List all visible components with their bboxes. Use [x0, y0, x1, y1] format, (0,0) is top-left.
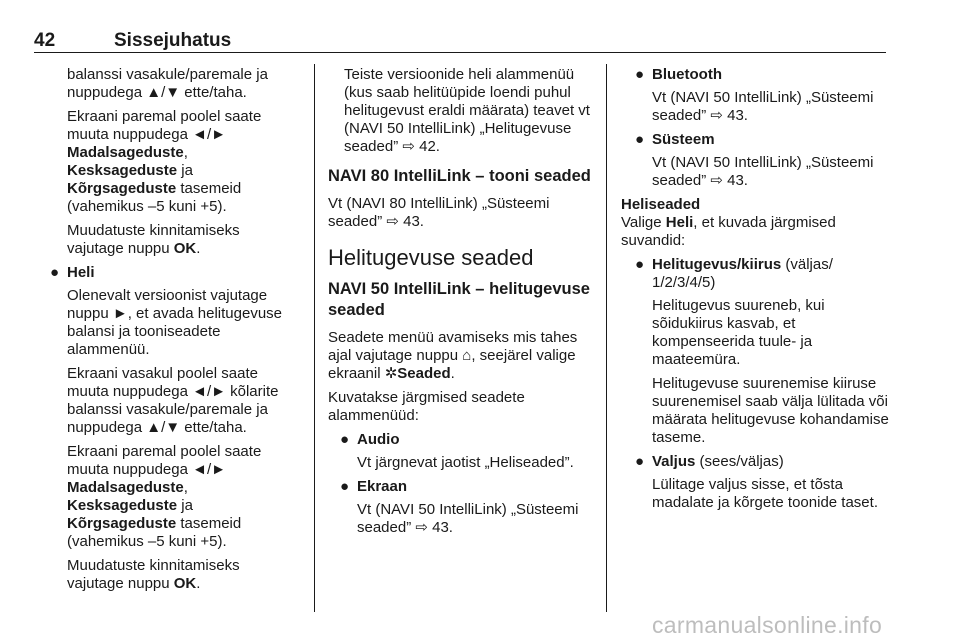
bullet-icon: ● [635, 256, 645, 273]
bullet-icon: ● [340, 431, 350, 448]
home-icon: ⌂ [462, 347, 472, 364]
bullet-icon: ● [635, 453, 645, 470]
column-2 [328, 66, 594, 543]
paragraph: balanssi vasakule/paremale ja nuppudega ▲/▼ ette/taha. [67, 66, 268, 101]
bullet-icon: ● [635, 131, 645, 148]
column-1 [50, 66, 300, 599]
column-3 [621, 66, 889, 518]
section-heading-heliseaded: Heliseaded [621, 196, 701, 213]
list-item-bluetooth: ● Bluetooth Vt (NAVI 50 IntelliLink) „Süsteemi seaded” ⇨ 43. [635, 66, 874, 124]
list-item-helitugevus-kiirus: ● Helitugevus/kiirus (väljas/ 1/2/3/4/5) Helitugevus suureneb, kui sõidukiirus kasvab, et kompenseerida tuule- ja maateemüra. Helitugevuse suurenemise kiiruse suurenemisel saab välja lülitada või määrata helitugevuse kohandamise taseme. [635, 256, 889, 446]
bullet-icon: ● [635, 66, 645, 83]
paragraph: Kuvatakse järgmised seadete alammenüüd: [328, 389, 525, 424]
column-divider-1 [314, 64, 315, 612]
column-divider-2 [606, 64, 607, 612]
paragraph: Muudatuste kinnitamiseks vajutage nuppu OK. [67, 557, 240, 592]
paragraph: Vt (NAVI 80 IntelliLink) „Süsteemi seaded” ⇨ 43. [328, 195, 550, 230]
paragraph: Seadete menüü avamiseks mis tahes ajal vajutage nuppu ⌂, seejärel valige ekraanil ✲Seaded. [328, 329, 578, 382]
bullet-icon: ● [50, 264, 60, 281]
paragraph: Ekraani vasakul poolel saate muuta nuppudega ◄/► kõlarite balanssi vasakule/paremale ja nuppudega ▲/▼ ette/taha. [67, 365, 279, 436]
list-item-heli: ● Heli Olenevalt versioonist vajutage nuppu ►, et avada helitugevuse balansi ja tooniseadete alammenüü. Ekraani vasakul poolel saate muuta nuppudega ◄/► kõlarite balanssi vasakule/paremale ja nuppudega ▲/▼ ette/taha. Ekraani paremal poolel saate muuta nuppudega ◄/► Madalsageduste, Kesksageduste ja Kõrgsageduste tasemeid (vahemikus –5 kuni +5). Muudatuste kinnitamiseks vajutage nuppu OK. [50, 264, 300, 593]
paragraph: Ekraani paremal poolel saate muuta nuppudega ◄/► Madalsageduste, Kesksageduste ja Kõrgsageduste tasemeid (vahemikus –5 kuni +5). [67, 443, 262, 550]
paragraph: Muudatuste kinnitamiseks vajutage nuppu OK. [67, 222, 240, 257]
list-item-audio: ● Audio Vt järgnevat jaotist „Heliseaded”. [340, 431, 574, 471]
paragraph: Ekraani paremal poolel saate muuta nuppudega ◄/► Madalsageduste, Kesksageduste ja Kõrgsageduste tasemeid (vahemikus –5 kuni +5). [67, 108, 262, 215]
paragraph: Valige Heli, et kuvada järgmised suvandid: [621, 214, 836, 249]
section-heading-navi50: NAVI 50 IntelliLink – helitugevuse seaded [328, 280, 590, 319]
chapter-title: Sissejuhatus [114, 30, 232, 51]
page-header [34, 30, 886, 53]
page-number: 42 [34, 30, 56, 51]
list-item-ekraan: ● Ekraan Vt (NAVI 50 IntelliLink) „Süsteemi seaded” ⇨ 43. [340, 478, 579, 536]
list-item-valjus: ● Valjus (sees/väljas) Lülitage valjus sisse, et tõsta madalate ja kõrgete toonide taset. [635, 453, 878, 511]
section-heading-helitugevuse-seaded: Helitugevuse seaded [328, 245, 534, 270]
settings-label: ✲Seaded [384, 365, 451, 382]
bullet-icon: ● [340, 478, 350, 495]
paragraph: Olenevalt versioonist vajutage nuppu ►, et avada helitugevuse balansi ja tooniseadete alammenüü. [67, 287, 283, 358]
watermark: carmanualsonline.info [652, 612, 883, 638]
paragraph: Teiste versioonide heli alammenüü (kus saab helitüüpide loendi puhul helitugevust eraldi määrata) teavet vt (NAVI 50 IntelliLink) „Helitugevuse seaded” ⇨ 42. [344, 66, 590, 155]
section-heading-navi80: NAVI 80 IntelliLink – tooni seaded [328, 167, 591, 185]
list-item-susteem: ● Süsteem Vt (NAVI 50 IntelliLink) „Süsteemi seaded” ⇨ 43. [635, 131, 874, 189]
